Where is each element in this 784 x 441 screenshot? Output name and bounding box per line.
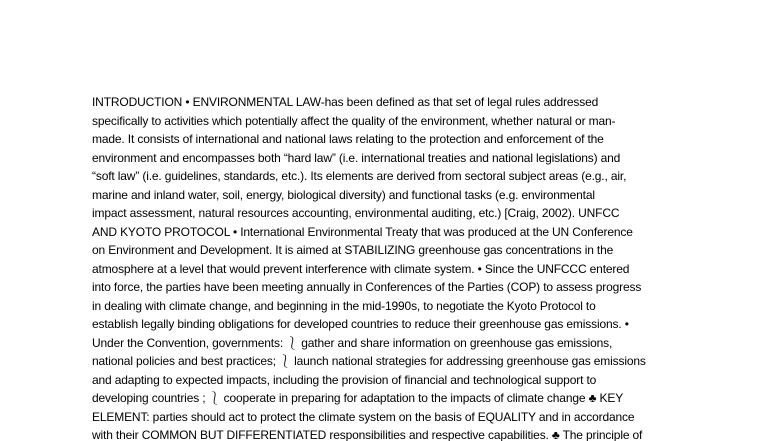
text-line: atmosphere at a level that would prevent interference with climate system. • Since the UNFCCC entered [92,261,630,276]
body-text [92,93,702,441]
text-line: on Environment and Development. It is aimed at STABILIZING greenhouse gas concentrations in the [92,243,614,257]
text-line: establish legally binding obligations for developed countries to reduce their greenhouse gas emissions. • [92,317,629,331]
text-line: marine and inland water, soil, energy, biological diversity) and functional tasks (e.g. environmental [92,187,595,202]
text-line: environment and encompasses both “hard law” (i.e. international treaties and national legislations) and [92,150,621,165]
text-line: and adapting to expected impacts, including the provision of financial and technological support to [92,372,597,387]
text-line: made. It consists of international and national laws relating to the protection and enforcement of the [92,132,604,146]
text-line: AND KYOTO PROTOCOL • International Environmental Treaty that was produced at the UN Conference [92,224,633,239]
text-line: in dealing with climate change, and beginning in the mid-1990s, to negotiate the Kyoto Protocol to [92,298,596,313]
text-line: with their COMMON BUT DIFFERENTIATED responsibilities and respective capabilities. ♣ The principle of [92,428,643,441]
text-line: Under the Convention, governments: ⎱ gather and share information on greenhouse gas emissions, [92,335,613,350]
text-line: INTRODUCTION • ENVIRONMENTAL LAW-has been defined as that set of legal rules addressed [92,95,599,109]
text-line: national policies and best practices; ⎱ launch national strategies for addressing greenhouse gas emissions [92,354,646,368]
text-line: specifically to activities which potentially affect the quality of the environment, whether natural or man- [92,113,616,128]
text-line: “soft law” (i.e. guidelines, standards, etc.). Its elements are derived from sectoral subject areas (e.g., air, [92,169,627,183]
text-line: impact assessment, natural resources accounting, environmental auditing, etc.) [Craig, 2002). UNFCC [92,206,620,220]
text-line: developing countries ; ⎱ cooperate in preparing for adaptation to the impacts of climate change ♣ KEY [92,391,624,405]
text-line: into force, the parties have been meeting annually in Conferences of the Parties (COP) to assess progress [92,280,642,294]
text-line: ELEMENT: parties should act to protect the climate system on the basis of EQUALITY and in accordance [92,409,635,424]
